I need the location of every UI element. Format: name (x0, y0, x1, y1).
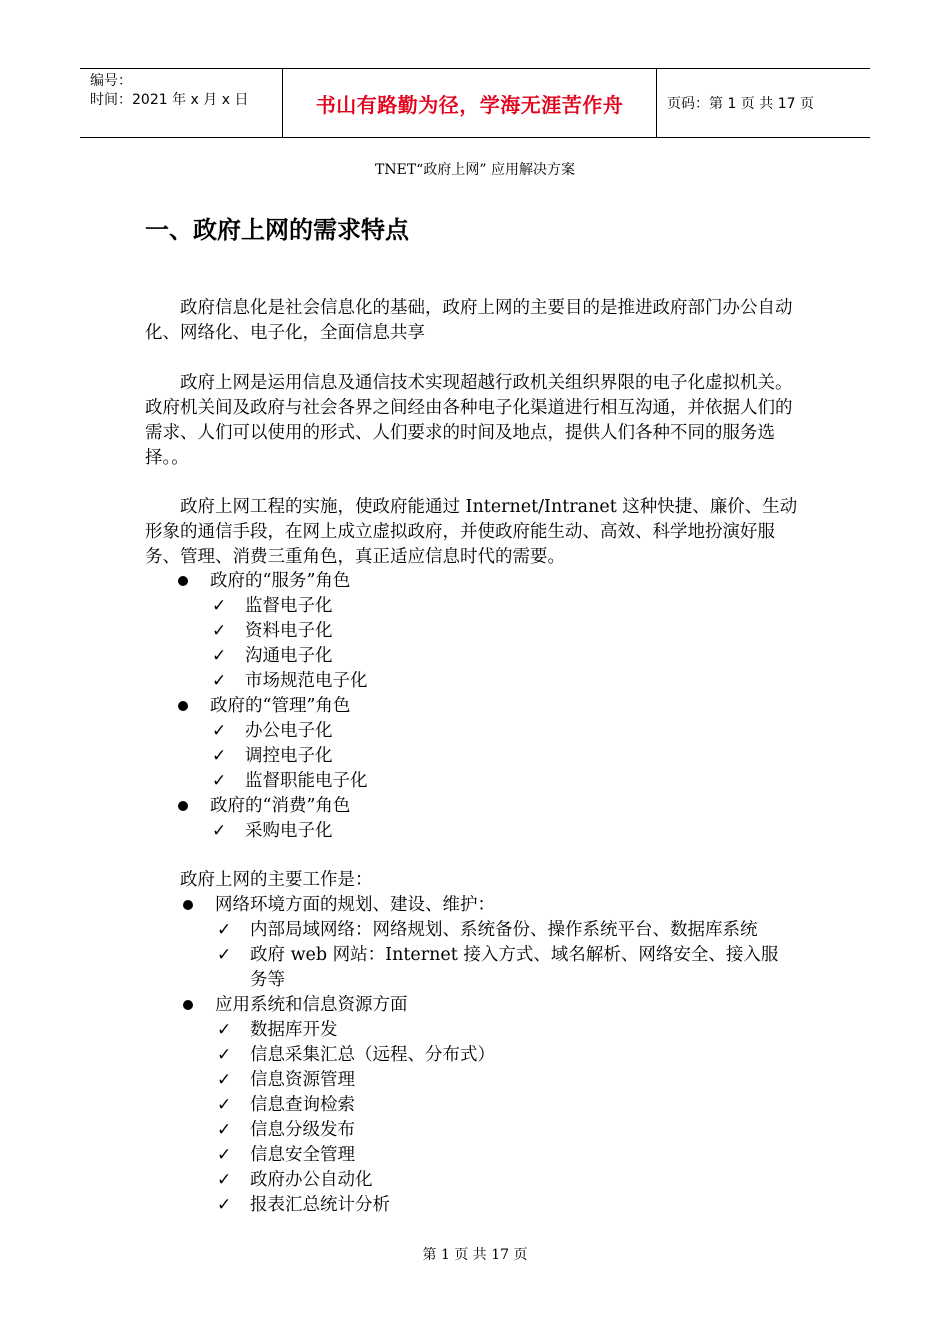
check-icon: ✓ (212, 821, 227, 841)
bullet-icon (178, 701, 188, 711)
list-item: 信息安全管理 (250, 1145, 355, 1165)
role-consumption: 政府的“消费”角色 (210, 796, 351, 816)
list-item: 调控电子化 (245, 746, 333, 766)
check-icon: ✓ (217, 1020, 232, 1040)
check-icon: ✓ (217, 920, 232, 940)
check-icon: ✓ (212, 746, 227, 766)
list-item: 沟通电子化 (245, 646, 333, 666)
role-service: 政府的“服务”角色 (210, 571, 351, 591)
list-item: 信息资源管理 (250, 1070, 355, 1090)
check-icon: ✓ (217, 945, 232, 965)
list-item: 监督职能电子化 (245, 771, 368, 791)
paragraph-3: 政府上网工程的实施，使政府能通过 Internet/Intranet 这种快捷、廉价、生动形象的通信手段，在网上成立虚拟政府，并使政府能生动、高效、科学地扮演好服务、管理、消费三重角色，真正适应信息时代的需要。 (145, 497, 798, 567)
check-icon: ✓ (217, 1045, 232, 1065)
list-item: 报表汇总统计分析 (250, 1195, 390, 1215)
check-icon: ✓ (212, 646, 227, 666)
check-icon: ✓ (217, 1095, 232, 1115)
list-item: 信息分级发布 (250, 1120, 355, 1140)
header-page-cell (657, 69, 870, 137)
page-info: 页码：第 1 页 共 17 页 (667, 96, 814, 112)
motto: 书山有路勤为径，学海无涯苦作舟 (315, 92, 624, 117)
document-title: TNET“政府上网” 应用解决方案 (375, 162, 575, 178)
check-icon: ✓ (212, 721, 227, 741)
check-icon: ✓ (217, 1195, 232, 1215)
list-item: 政府 web 网站：Internet 接入方式、域名解析、网络安全、接入服 (250, 945, 779, 965)
paragraph-1: 政府信息化是社会信息化的基础，政府上网的主要目的是推进政府部门办公自动化、网络化、电子化，全面信息共享 (145, 298, 793, 343)
bullet-icon (178, 576, 188, 586)
time-label: 时间：2021 年 x 月 x 日 (90, 92, 249, 108)
list-item: 办公电子化 (245, 721, 333, 741)
paragraph-2: 政府上网是运用信息及通信技术实现超越行政机关组织界限的电子化虚拟机关。政府机关间及政府与社会各界之间经由各种电子化渠道进行相互沟通，并依据人们的需求、人们可以使用的形式、人们要求的时间及地点，提供人们各种不同的服务选择。。 (145, 373, 793, 468)
work-network: 网络环境方面的规划、建设、维护： (215, 895, 495, 915)
bullet-icon (183, 900, 193, 910)
check-icon: ✓ (217, 1120, 232, 1140)
page-header (80, 68, 870, 138)
work-applications: 应用系统和信息资源方面 (215, 995, 408, 1015)
check-icon: ✓ (217, 1170, 232, 1190)
check-icon: ✓ (212, 671, 227, 691)
bullet-icon (183, 1000, 193, 1010)
work-intro: 政府上网的主要工作是： (180, 870, 373, 890)
check-icon: ✓ (217, 1145, 232, 1165)
list-item: 政府办公自动化 (250, 1170, 373, 1190)
check-icon: ✓ (212, 621, 227, 641)
check-icon: ✓ (212, 596, 227, 616)
list-item: 信息采集汇总（远程、分布式） (250, 1045, 495, 1065)
list-item: 监督电子化 (245, 596, 333, 616)
bullet-icon (178, 801, 188, 811)
header-meta (80, 69, 282, 137)
list-item: 信息查询检索 (250, 1095, 355, 1115)
list-item-continued: 务等 (250, 970, 285, 990)
list-item: 数据库开发 (250, 1020, 338, 1040)
page-footer: 第 1 页 共 17 页 (422, 1247, 528, 1263)
header-motto-cell (282, 69, 657, 137)
number-label: 编号： (90, 73, 132, 89)
check-icon: ✓ (212, 771, 227, 791)
list-item: 采购电子化 (245, 821, 333, 841)
check-icon: ✓ (217, 1070, 232, 1090)
list-item: 市场规范电子化 (245, 671, 368, 691)
section-heading: 一、政府上网的需求特点 (145, 216, 409, 244)
list-item: 资料电子化 (245, 621, 333, 641)
role-management: 政府的“管理”角色 (210, 696, 351, 716)
list-item: 内部局域网络：网络规划、系统备份、操作系统平台、数据库系统 (250, 920, 758, 940)
